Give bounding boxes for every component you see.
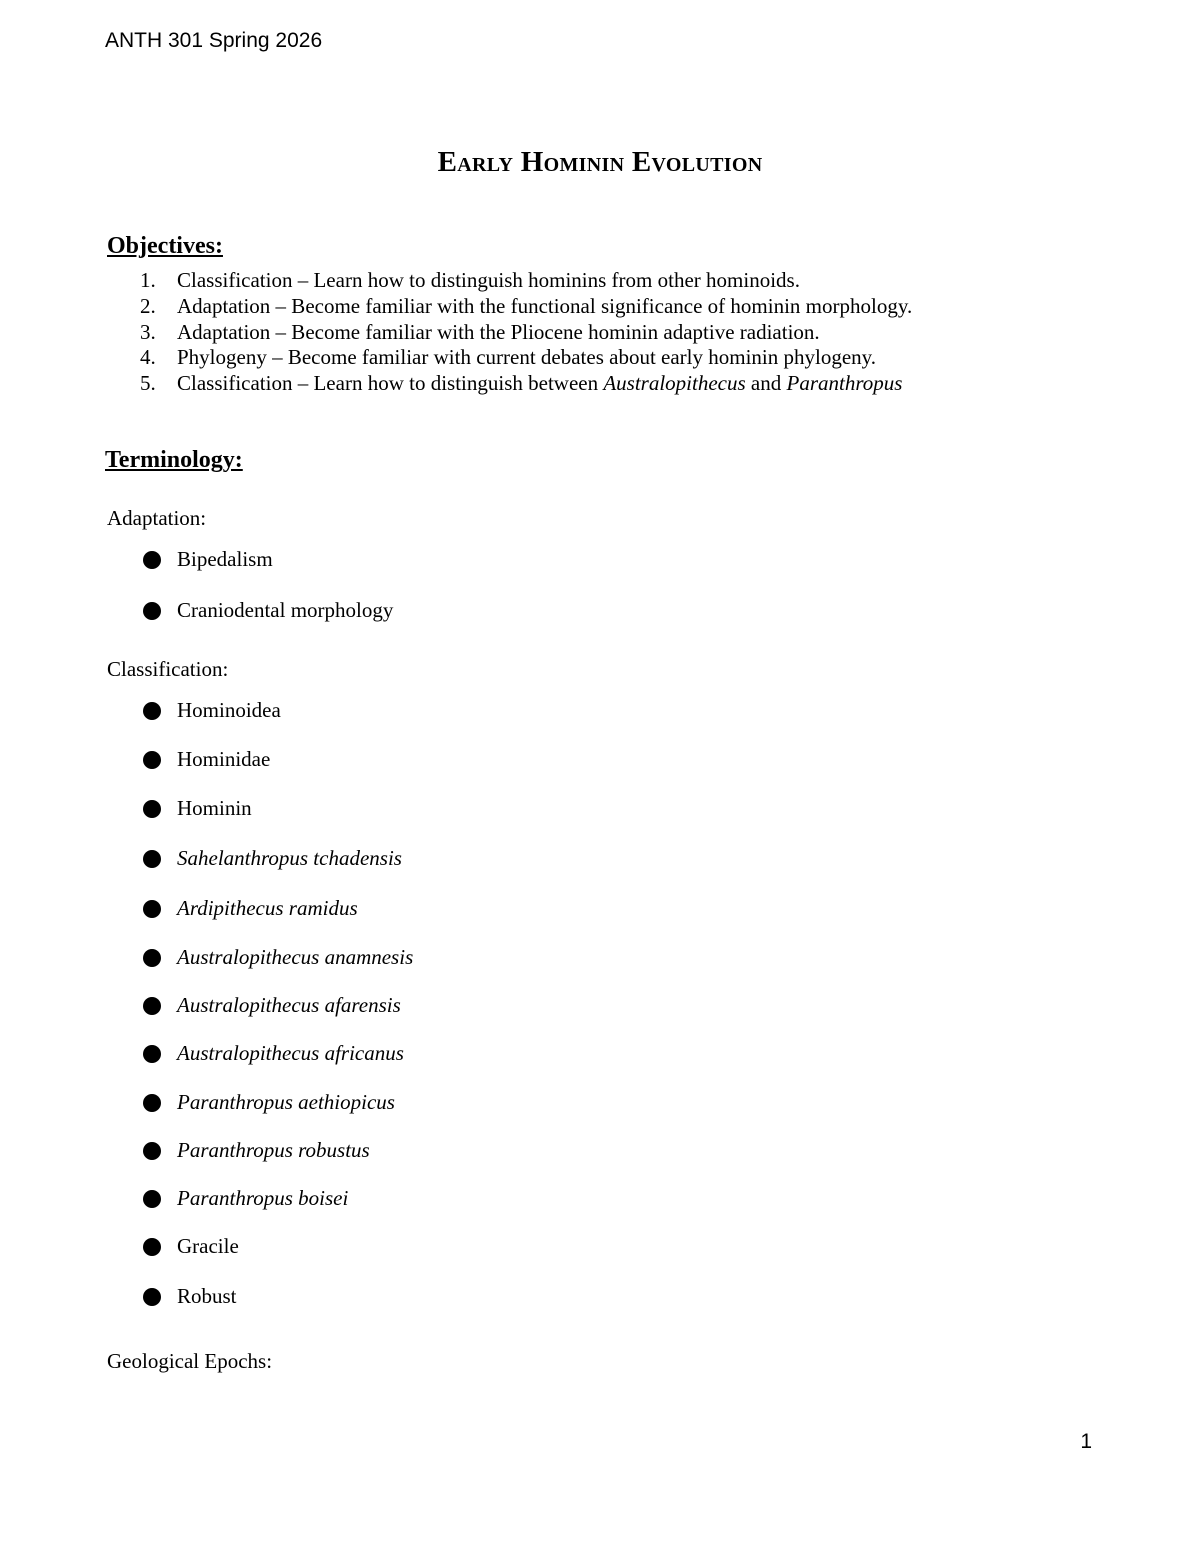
objective-item-5 xyxy=(140,371,902,396)
list-item xyxy=(143,945,413,970)
term-text: Hominin xyxy=(177,796,252,820)
objective-number: 5. xyxy=(140,371,156,395)
list-item xyxy=(143,896,358,921)
objectives-heading: Objectives: xyxy=(107,233,223,259)
term-text: Australopithecus anamnesis xyxy=(177,945,414,969)
objective-item-2 xyxy=(140,294,912,319)
objective-text: Classification – Learn how to distinguish hominins from other hominoids. xyxy=(177,268,800,292)
objective-text: Adaptation – Become familiar with the Pliocene hominin adaptive radiation. xyxy=(177,320,820,344)
page-number: 1 xyxy=(1080,1430,1092,1453)
bullet-icon xyxy=(143,751,161,769)
objective-text: Classification – Learn how to distinguish between xyxy=(177,371,604,395)
objective-text: Phylogeny – Become familiar with current debates about early hominin phylogeny. xyxy=(177,345,877,369)
term-text: Craniodental morphology xyxy=(177,598,394,622)
bullet-icon xyxy=(143,1190,161,1208)
bullet-icon xyxy=(143,1094,161,1112)
term-text: Australopithecus africanus xyxy=(177,1041,404,1065)
bullet-icon xyxy=(143,800,161,818)
objective-number: 4. xyxy=(140,345,156,369)
objective-text: Adaptation – Become familiar with the functional significance of hominin morphology. xyxy=(177,294,913,318)
bullet-icon xyxy=(143,900,161,918)
list-item xyxy=(143,796,252,821)
objective-item-3 xyxy=(140,320,820,345)
geological-epochs-label: Geological Epochs: xyxy=(107,1349,273,1373)
genus-name: Australopithecus xyxy=(603,371,746,395)
term-text: Hominidae xyxy=(177,747,271,771)
bullet-icon xyxy=(143,997,161,1015)
objective-number: 3. xyxy=(140,320,156,344)
list-item xyxy=(143,1090,395,1115)
list-item xyxy=(143,1041,404,1066)
bullet-icon xyxy=(143,850,161,868)
list-item xyxy=(143,747,270,772)
term-text: Paranthropus boisei xyxy=(177,1186,349,1210)
bullet-icon xyxy=(143,949,161,967)
objective-number: 1. xyxy=(140,268,156,292)
bullet-icon xyxy=(143,602,161,620)
term-text: Gracile xyxy=(177,1234,239,1258)
term-text: Sahelanthropus tchadensis xyxy=(177,846,402,870)
bullet-icon xyxy=(143,1142,161,1160)
term-text: Ardipithecus ramidus xyxy=(177,896,358,920)
list-item xyxy=(143,698,281,723)
list-item xyxy=(143,1284,237,1309)
objective-item-4 xyxy=(140,345,876,370)
list-item xyxy=(143,547,273,572)
genus-name: Paranthropus xyxy=(786,371,903,395)
term-text: Hominoidea xyxy=(177,698,281,722)
terminology-heading: Terminology: xyxy=(105,447,243,473)
term-text: Paranthropus aethiopicus xyxy=(177,1090,395,1114)
list-item xyxy=(143,1138,370,1163)
list-item xyxy=(143,846,402,871)
list-item xyxy=(143,1234,239,1259)
running-header: ANTH 301 Spring 2026 xyxy=(105,29,323,52)
bullet-icon xyxy=(143,1288,161,1306)
list-item xyxy=(143,993,401,1018)
bullet-icon xyxy=(143,1045,161,1063)
classification-label: Classification: xyxy=(107,657,229,681)
list-item xyxy=(143,1186,348,1211)
term-text: Paranthropus robustus xyxy=(177,1138,370,1162)
bullet-icon xyxy=(143,551,161,569)
bullet-icon xyxy=(143,702,161,720)
term-text: Bipedalism xyxy=(177,547,273,571)
objective-text-connector: and xyxy=(745,371,787,395)
objective-number: 2. xyxy=(140,294,156,318)
objective-item-1 xyxy=(140,268,800,293)
term-text: Australopithecus afarensis xyxy=(177,993,401,1017)
term-text: Robust xyxy=(177,1284,237,1308)
list-item xyxy=(143,598,393,623)
adaptation-label: Adaptation: xyxy=(107,506,207,530)
document-title: Early Hominin Evolution xyxy=(437,146,763,178)
bullet-icon xyxy=(143,1238,161,1256)
